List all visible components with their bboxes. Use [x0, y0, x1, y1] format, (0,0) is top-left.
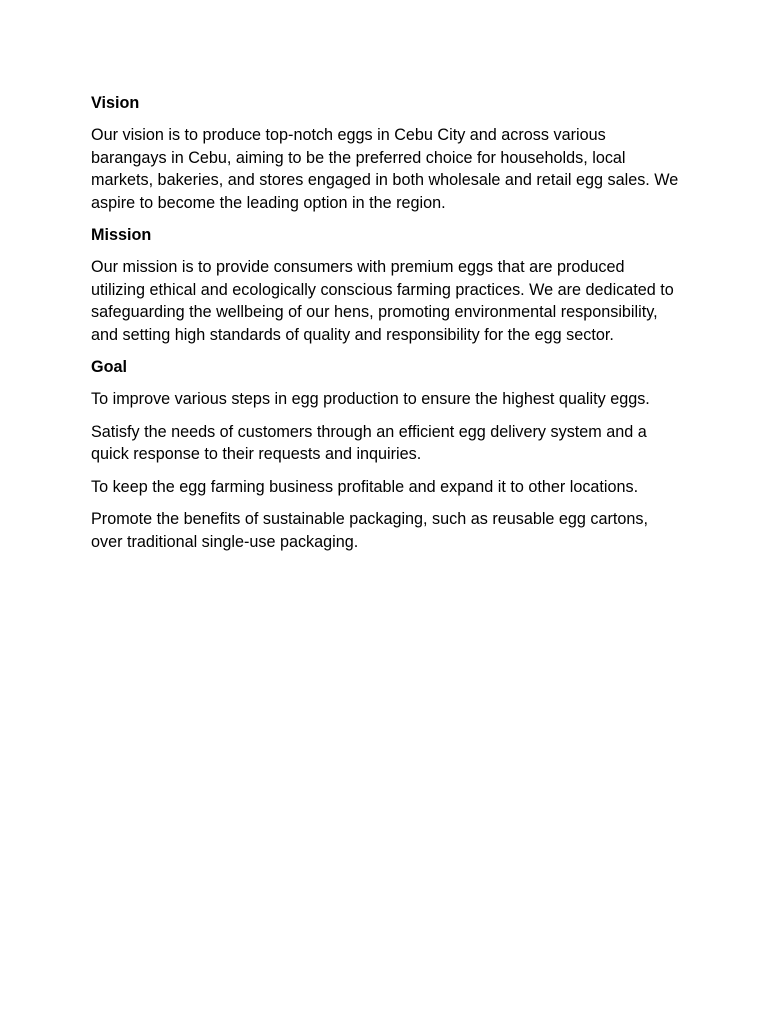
goal-item: Satisfy the needs of customers through an efficient egg delivery system and a quick response to their requests and inquiries.	[91, 422, 647, 464]
document-page	[91, 92, 681, 563]
mission-paragraph: Our mission is to provide consumers with premium eggs that are produced utilizing ethical and ecologically conscious farming practices. We are dedicated to safeguarding the wellbeing of our hens, promoting environmental responsibility, and setting high standards of quality and responsibility for the egg sector.	[91, 258, 674, 344]
vision-heading: Vision	[91, 94, 140, 112]
vision-paragraph: Our vision is to produce top-notch eggs in Cebu City and across various barangays in Cebu, aiming to be the preferred choice for households, local markets, bakeries, and stores engaged in both wholesale and retail egg sales. We aspire to become the leading option in the region.	[91, 126, 679, 212]
goal-item: To keep the egg farming business profitable and expand it to other locations.	[91, 477, 639, 496]
goal-heading: Goal	[91, 358, 127, 377]
goal-item: To improve various steps in egg production to ensure the highest quality eggs.	[91, 390, 650, 409]
mission-heading: Mission	[91, 226, 152, 245]
goal-item: Promote the benefits of sustainable packaging, such as reusable egg cartons, over traditional single-use packaging.	[91, 510, 649, 551]
